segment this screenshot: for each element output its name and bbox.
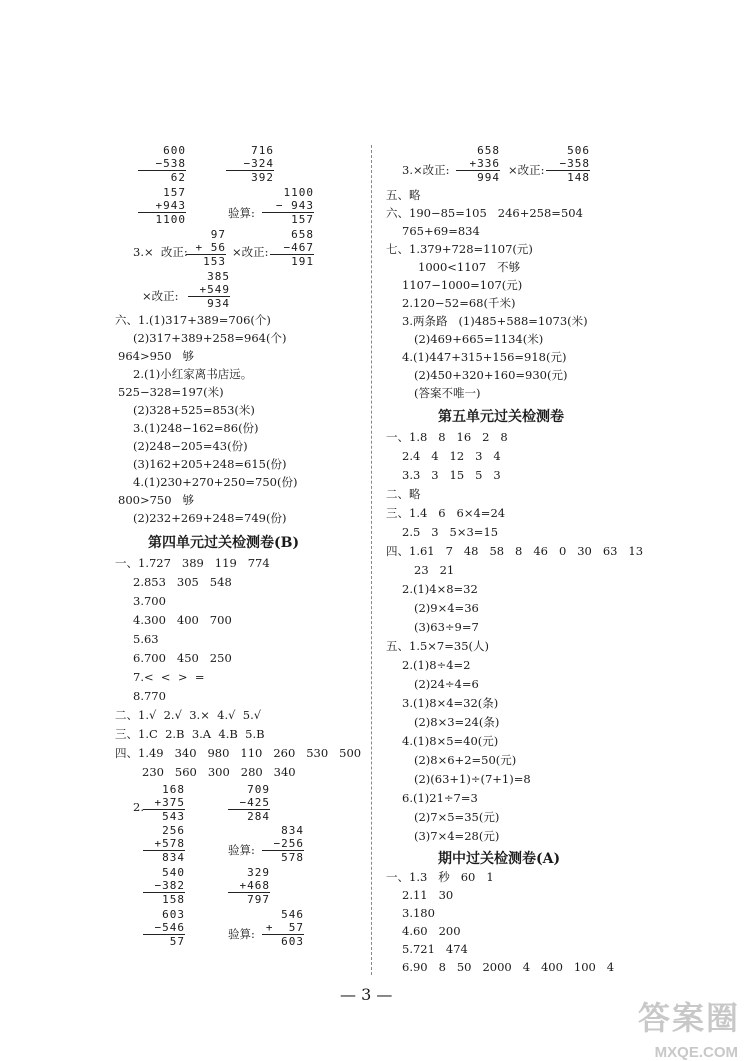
watermark-logo: 答案圈 xyxy=(637,1000,740,1036)
answer-line: 六、1.(1)317+389=706(个) xyxy=(115,313,271,327)
answer-line: 三、1.C 2.B 3.A 4.B 5.B xyxy=(115,727,265,741)
column-divider xyxy=(371,145,372,975)
vertical-calc: 546 + 57 603 xyxy=(262,908,304,948)
answer-line: 3.180 xyxy=(402,906,435,920)
answer-line: 1107−1000=107(元) xyxy=(402,278,523,292)
answer-line: 800>750 够 xyxy=(118,493,195,507)
answer-line: 五、略 xyxy=(386,188,421,202)
answer-line: 5.721 474 xyxy=(402,942,468,956)
answer-line: 2.853 305 548 xyxy=(133,575,232,589)
answer-line: (2)469+665=1134(米) xyxy=(414,332,544,346)
vertical-calc: 540 −382 158 xyxy=(143,866,185,906)
answer-line: 一、1.8 8 16 2 8 xyxy=(386,430,508,444)
item-label: ×改正: xyxy=(142,289,179,303)
answer-line: 964>950 够 xyxy=(118,349,195,363)
check-label: 验算: xyxy=(228,927,255,941)
answer-line: 3.(1)8×4=32(条) xyxy=(402,696,499,710)
answer-line: (2)232+269+248=749(份) xyxy=(133,511,287,525)
answer-line: 765+69=834 xyxy=(402,224,480,238)
answer-line: (答案不唯一) xyxy=(414,386,481,400)
watermark-url: MXQE.COM xyxy=(654,1044,738,1061)
answer-line: 2.5 3 5×3=15 xyxy=(402,525,499,539)
answer-line: 三、1.4 6 6×4=24 xyxy=(386,506,506,520)
answer-line: (3)7×4=28(元) xyxy=(414,829,500,843)
answer-line: 一、1.727 389 119 774 xyxy=(115,556,270,570)
answer-line: 6.700 450 250 xyxy=(133,651,232,665)
vertical-calc: 256 +578 834 xyxy=(143,824,185,864)
answer-line: 3.(1)248−162=86(份) xyxy=(133,421,259,435)
answer-line: 二、1.√ 2.√ 3.× 4.√ 5.√ xyxy=(115,708,262,722)
answer-line: 4.(1)447+315+156=918(元) xyxy=(402,350,567,364)
answer-line: 3.3 3 15 5 3 xyxy=(402,468,501,482)
answer-line: 4.300 400 700 xyxy=(133,613,232,627)
vertical-calc: 834 −256 578 xyxy=(262,824,304,864)
vertical-calc: 385 +549 934 xyxy=(188,270,230,310)
section-title: 第四单元过关检测卷(B) xyxy=(148,535,300,551)
item-label: ×改正: xyxy=(232,245,269,259)
answer-line: 2.(1)8÷4=2 xyxy=(402,658,471,672)
answer-line: 4.60 200 xyxy=(402,924,461,938)
answer-line: (2)328+525=853(米) xyxy=(133,403,255,417)
check-label: 验算: xyxy=(228,843,255,857)
answer-line: (2)8×6+2=50(元) xyxy=(414,753,517,767)
check-label: 验算: xyxy=(228,206,255,220)
answer-line: (2)248−205=43(份) xyxy=(133,439,248,453)
answer-line: 五、1.5×7=35(人) xyxy=(386,639,489,653)
answer-line: 525−328=197(米) xyxy=(118,385,224,399)
answer-line: (2)450+320+160=930(元) xyxy=(414,368,568,382)
answer-line: 3.两条路 (1)485+588=1073(米) xyxy=(402,314,588,328)
answer-line: 5.63 xyxy=(133,632,159,646)
vertical-calc: 168 +375 543 xyxy=(143,783,185,823)
answer-line: (2)24÷4=6 xyxy=(414,677,479,691)
answer-line: 七、1.379+728=1107(元) xyxy=(386,242,533,256)
answer-line: 二、略 xyxy=(386,487,421,501)
answer-line: 2.4 4 12 3 4 xyxy=(402,449,501,463)
answer-line: (3)162+205+248=615(份) xyxy=(133,457,287,471)
vertical-calc: 97 + 56 153 xyxy=(186,228,226,268)
answer-line: 8.770 xyxy=(133,689,166,703)
answer-line: 4.(1)230+270+250=750(份) xyxy=(133,475,298,489)
vertical-calc: 600 −538 62 xyxy=(138,144,186,184)
answer-line: 230 560 300 280 340 xyxy=(142,765,296,779)
item-label: 3.× 改正: xyxy=(133,245,188,259)
answer-line: 四、1.61 7 48 58 8 46 0 30 63 13 xyxy=(386,544,644,558)
section-title: 第五单元过关检测卷 xyxy=(438,409,564,425)
vertical-calc: 658 −467 191 xyxy=(270,228,314,268)
answer-line: 2.11 30 xyxy=(402,888,454,902)
answer-line: 六、190−85=105 246+258=504 xyxy=(386,206,583,220)
vertical-calc: 603 −546 57 xyxy=(143,908,185,948)
answer-line: 2.(1)4×8=32 xyxy=(402,582,478,596)
answer-line: (2)8×3=24(条) xyxy=(414,715,500,729)
answer-line: 1000<1107 不够 xyxy=(418,260,521,274)
answer-line: (2)9×4=36 xyxy=(414,601,479,615)
item-label: ×改正: xyxy=(508,163,545,177)
answer-line: 四、1.49 340 980 110 260 530 500 xyxy=(115,746,362,760)
answer-line: (2)7×5=35(元) xyxy=(414,810,500,824)
answer-line: 6.90 8 50 2000 4 400 100 4 xyxy=(402,960,615,974)
answer-line: 7.< < > = xyxy=(133,670,205,684)
answer-line: (2)317+389+258=964(个) xyxy=(133,331,287,345)
vertical-calc: 709 −425 284 xyxy=(228,783,270,823)
vertical-calc: 716 −324 392 xyxy=(226,144,274,184)
answer-line: 6.(1)21÷7=3 xyxy=(402,791,478,805)
section-title: 期中过关检测卷(A) xyxy=(438,851,561,867)
answer-line: 4.(1)8×5=40(元) xyxy=(402,734,499,748)
answer-line: 23 21 xyxy=(414,563,455,577)
answer-line: 3.700 xyxy=(133,594,166,608)
answer-line: 一、1.3 秒 60 1 xyxy=(386,870,494,884)
vertical-calc: 157 +943 1100 xyxy=(138,186,186,226)
vertical-calc: 1100 − 943 157 xyxy=(262,186,314,226)
vertical-calc: 329 +468 797 xyxy=(228,866,270,906)
vertical-calc: 658 +336 994 xyxy=(456,144,500,184)
item-label: 2. xyxy=(133,800,144,814)
answer-line: (3)63÷9=7 xyxy=(414,620,479,634)
item-label: 3.×改正: xyxy=(402,163,450,177)
page-number: — 3 — xyxy=(340,985,393,1004)
vertical-calc: 506 −358 148 xyxy=(546,144,590,184)
answer-line: 2.120−52=68(千米) xyxy=(402,296,516,310)
answer-line: 2.(1)小红家离书店远。 xyxy=(133,367,253,381)
answer-line: (2)(63+1)÷(7+1)=8 xyxy=(414,772,531,786)
